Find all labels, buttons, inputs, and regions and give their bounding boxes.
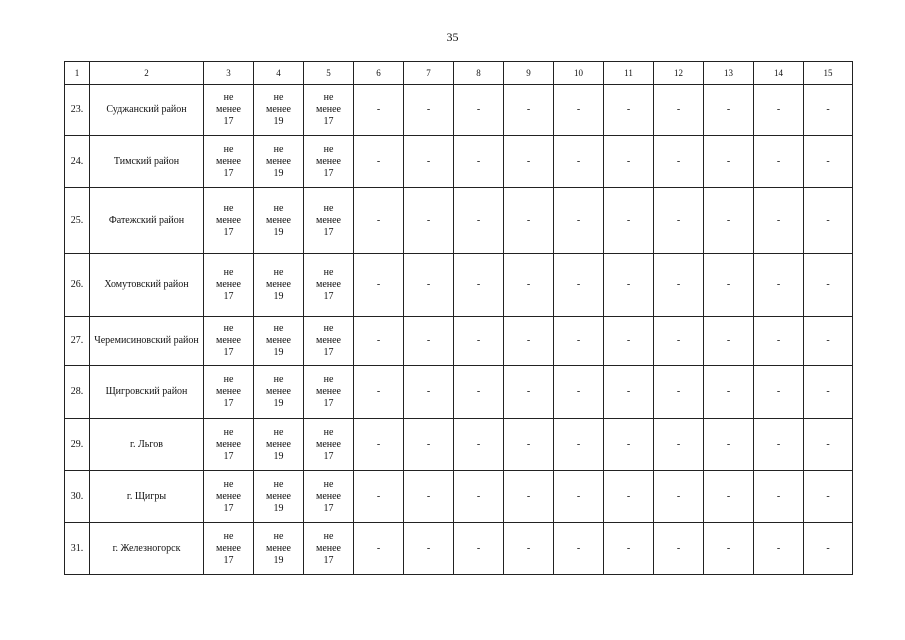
table-row bbox=[65, 317, 853, 366]
requirement-line: не bbox=[323, 202, 334, 214]
requirement-line: не bbox=[223, 92, 234, 103]
column-header: 13 bbox=[704, 62, 754, 85]
requirement-line: не bbox=[323, 426, 334, 438]
empty-value-cell: - bbox=[654, 317, 704, 366]
requirement-line: менее bbox=[266, 386, 291, 397]
row-number: 30. bbox=[65, 471, 90, 523]
empty-value-cell: - bbox=[604, 188, 654, 254]
empty-value-cell: - bbox=[804, 366, 853, 419]
empty-value-cell: - bbox=[654, 254, 704, 317]
requirement-line: менее bbox=[266, 104, 291, 115]
column-header: 5 bbox=[304, 62, 354, 85]
empty-value-cell: - bbox=[704, 85, 754, 136]
requirement-line: не bbox=[273, 478, 284, 490]
row-number: 28. bbox=[65, 366, 90, 419]
empty-value-cell: - bbox=[654, 523, 704, 575]
district-name: Фатежский район bbox=[90, 188, 204, 254]
district-name: Суджанский район bbox=[90, 85, 204, 136]
empty-value-cell: - bbox=[654, 85, 704, 136]
column-header: 15 bbox=[804, 62, 853, 85]
requirement-line: менее bbox=[266, 214, 291, 226]
empty-value-cell: - bbox=[354, 471, 404, 523]
requirement-cell bbox=[304, 188, 354, 254]
empty-value-cell: - bbox=[504, 136, 554, 188]
district-name: г. Льгов bbox=[90, 419, 204, 471]
requirement-cell bbox=[254, 136, 304, 188]
table-row bbox=[65, 136, 853, 188]
requirement-line: не bbox=[323, 92, 334, 103]
empty-value-cell: - bbox=[704, 317, 754, 366]
empty-value-cell: - bbox=[604, 366, 654, 419]
empty-value-cell: - bbox=[404, 317, 454, 366]
data-table bbox=[64, 61, 853, 575]
requirement-line: не bbox=[323, 478, 334, 490]
requirement-line: не bbox=[273, 202, 284, 214]
requirement-line: 19 bbox=[273, 167, 284, 179]
empty-value-cell: - bbox=[554, 471, 604, 523]
requirement-cell bbox=[304, 366, 354, 419]
requirement-line: менее bbox=[316, 490, 341, 502]
requirement-line: не bbox=[273, 143, 284, 155]
empty-value-cell: - bbox=[404, 471, 454, 523]
row-number: 29. bbox=[65, 419, 90, 471]
empty-value-cell: - bbox=[604, 523, 654, 575]
requirement-line: 17 bbox=[323, 347, 334, 358]
requirement-line: 17 bbox=[223, 502, 234, 514]
empty-value-cell: - bbox=[454, 254, 504, 317]
row-number: 26. bbox=[65, 254, 90, 317]
requirement-line: 17 bbox=[323, 291, 334, 302]
requirement-line: менее bbox=[316, 104, 341, 115]
empty-value-cell: - bbox=[704, 471, 754, 523]
requirement-line: менее bbox=[266, 279, 291, 290]
district-name: г. Железногорск bbox=[90, 523, 204, 575]
empty-value-cell: - bbox=[404, 254, 454, 317]
empty-value-cell: - bbox=[754, 317, 804, 366]
requirement-line: менее bbox=[216, 438, 241, 450]
table-row bbox=[65, 188, 853, 254]
empty-value-cell: - bbox=[404, 366, 454, 419]
requirement-cell bbox=[254, 523, 304, 575]
requirement-line: 17 bbox=[223, 398, 234, 409]
empty-value-cell: - bbox=[354, 85, 404, 136]
empty-value-cell: - bbox=[504, 419, 554, 471]
empty-value-cell: - bbox=[704, 419, 754, 471]
empty-value-cell: - bbox=[354, 136, 404, 188]
empty-value-cell: - bbox=[404, 85, 454, 136]
requirement-cell bbox=[204, 85, 254, 136]
requirement-line: 19 bbox=[273, 291, 284, 302]
requirement-line: не bbox=[223, 374, 234, 385]
requirement-line: не bbox=[223, 143, 234, 155]
empty-value-cell: - bbox=[454, 471, 504, 523]
requirement-line: менее bbox=[216, 542, 241, 554]
requirement-line: не bbox=[223, 267, 234, 278]
column-header: 9 bbox=[504, 62, 554, 85]
row-number: 31. bbox=[65, 523, 90, 575]
requirement-line: 17 bbox=[323, 226, 334, 238]
requirement-cell bbox=[204, 471, 254, 523]
requirement-line: 17 bbox=[323, 116, 334, 127]
requirement-line: менее bbox=[266, 335, 291, 346]
requirement-line: 17 bbox=[323, 502, 334, 514]
row-number: 24. bbox=[65, 136, 90, 188]
requirement-line: менее bbox=[216, 335, 241, 346]
table-row bbox=[65, 366, 853, 419]
requirement-line: 19 bbox=[273, 347, 284, 358]
empty-value-cell: - bbox=[754, 188, 804, 254]
district-name: Черемисиновский район bbox=[90, 317, 204, 366]
empty-value-cell: - bbox=[554, 523, 604, 575]
requirement-line: менее bbox=[216, 490, 241, 502]
empty-value-cell: - bbox=[754, 136, 804, 188]
requirement-cell bbox=[204, 419, 254, 471]
row-number: 27. bbox=[65, 317, 90, 366]
empty-value-cell: - bbox=[454, 317, 504, 366]
empty-value-cell: - bbox=[404, 419, 454, 471]
requirement-cell bbox=[204, 188, 254, 254]
row-number: 23. bbox=[65, 85, 90, 136]
requirement-line: 17 bbox=[323, 398, 334, 409]
district-name: Хомутовский район bbox=[90, 254, 204, 317]
empty-value-cell: - bbox=[554, 254, 604, 317]
empty-value-cell: - bbox=[754, 366, 804, 419]
requirement-line: менее bbox=[316, 542, 341, 554]
requirement-line: менее bbox=[266, 155, 291, 167]
empty-value-cell: - bbox=[704, 523, 754, 575]
district-name: Тимский район bbox=[90, 136, 204, 188]
requirement-line: менее bbox=[316, 279, 341, 290]
empty-value-cell: - bbox=[754, 471, 804, 523]
empty-value-cell: - bbox=[404, 188, 454, 254]
requirement-line: 17 bbox=[223, 291, 234, 302]
requirement-line: не bbox=[323, 530, 334, 542]
empty-value-cell: - bbox=[504, 366, 554, 419]
requirement-line: 17 bbox=[223, 226, 234, 238]
table-row bbox=[65, 254, 853, 317]
column-header: 1 bbox=[65, 62, 90, 85]
column-header: 11 bbox=[604, 62, 654, 85]
district-name: Щигровский район bbox=[90, 366, 204, 419]
requirement-cell bbox=[304, 85, 354, 136]
empty-value-cell: - bbox=[604, 419, 654, 471]
requirement-line: менее bbox=[266, 542, 291, 554]
empty-value-cell: - bbox=[454, 188, 504, 254]
empty-value-cell: - bbox=[604, 471, 654, 523]
empty-value-cell: - bbox=[354, 254, 404, 317]
empty-value-cell: - bbox=[804, 188, 853, 254]
column-header: 2 bbox=[90, 62, 204, 85]
requirement-line: не bbox=[323, 267, 334, 278]
column-header: 14 bbox=[754, 62, 804, 85]
requirement-line: не bbox=[273, 374, 284, 385]
table-row bbox=[65, 85, 853, 136]
empty-value-cell: - bbox=[554, 366, 604, 419]
empty-value-cell: - bbox=[504, 188, 554, 254]
requirement-line: не bbox=[223, 202, 234, 214]
requirement-cell bbox=[254, 188, 304, 254]
column-header: 6 bbox=[354, 62, 404, 85]
requirement-line: 17 bbox=[223, 167, 234, 179]
requirement-line: менее bbox=[316, 335, 341, 346]
empty-value-cell: - bbox=[404, 136, 454, 188]
empty-value-cell: - bbox=[754, 523, 804, 575]
empty-value-cell: - bbox=[704, 136, 754, 188]
empty-value-cell: - bbox=[504, 85, 554, 136]
requirement-cell bbox=[254, 254, 304, 317]
empty-value-cell: - bbox=[804, 85, 853, 136]
empty-value-cell: - bbox=[804, 317, 853, 366]
empty-value-cell: - bbox=[554, 188, 604, 254]
requirement-line: 19 bbox=[273, 398, 284, 409]
requirement-line: 19 bbox=[273, 450, 284, 462]
requirement-cell bbox=[304, 136, 354, 188]
requirement-line: 17 bbox=[223, 554, 234, 566]
requirement-line: менее bbox=[316, 386, 341, 397]
requirement-line: менее bbox=[316, 438, 341, 450]
requirement-line: менее bbox=[316, 214, 341, 226]
empty-value-cell: - bbox=[704, 188, 754, 254]
empty-value-cell: - bbox=[604, 317, 654, 366]
empty-value-cell: - bbox=[504, 523, 554, 575]
empty-value-cell: - bbox=[604, 85, 654, 136]
empty-value-cell: - bbox=[754, 419, 804, 471]
requirement-cell bbox=[304, 523, 354, 575]
requirement-cell bbox=[204, 136, 254, 188]
column-header: 3 bbox=[204, 62, 254, 85]
requirement-line: 17 bbox=[223, 450, 234, 462]
requirement-line: не bbox=[323, 143, 334, 155]
requirement-line: не bbox=[273, 530, 284, 542]
empty-value-cell: - bbox=[454, 523, 504, 575]
requirement-line: менее bbox=[216, 386, 241, 397]
empty-value-cell: - bbox=[504, 471, 554, 523]
requirement-line: не bbox=[273, 92, 284, 103]
requirement-line: 19 bbox=[273, 116, 284, 127]
requirement-cell bbox=[304, 317, 354, 366]
requirement-line: не bbox=[273, 323, 284, 334]
empty-value-cell: - bbox=[454, 136, 504, 188]
empty-value-cell: - bbox=[454, 85, 504, 136]
requirement-line: менее bbox=[216, 155, 241, 167]
empty-value-cell: - bbox=[354, 419, 404, 471]
requirement-line: 17 bbox=[323, 450, 334, 462]
empty-value-cell: - bbox=[804, 419, 853, 471]
requirement-cell bbox=[204, 523, 254, 575]
column-header: 12 bbox=[654, 62, 704, 85]
table-row bbox=[65, 471, 853, 523]
empty-value-cell: - bbox=[554, 136, 604, 188]
requirement-line: не bbox=[223, 478, 234, 490]
requirement-cell bbox=[204, 317, 254, 366]
requirement-line: не bbox=[323, 323, 334, 334]
requirement-line: 17 bbox=[323, 167, 334, 179]
requirement-line: менее bbox=[216, 279, 241, 290]
empty-value-cell: - bbox=[654, 188, 704, 254]
requirement-line: менее bbox=[216, 104, 241, 115]
empty-value-cell: - bbox=[604, 136, 654, 188]
row-number: 25. bbox=[65, 188, 90, 254]
requirement-cell bbox=[304, 471, 354, 523]
empty-value-cell: - bbox=[654, 419, 704, 471]
requirement-line: менее bbox=[316, 155, 341, 167]
empty-value-cell: - bbox=[354, 523, 404, 575]
empty-value-cell: - bbox=[804, 471, 853, 523]
requirement-line: не bbox=[273, 267, 284, 278]
column-header: 7 bbox=[404, 62, 454, 85]
empty-value-cell: - bbox=[704, 254, 754, 317]
requirement-cell bbox=[254, 419, 304, 471]
empty-value-cell: - bbox=[804, 254, 853, 317]
requirement-line: 19 bbox=[273, 226, 284, 238]
empty-value-cell: - bbox=[554, 317, 604, 366]
requirement-cell bbox=[254, 471, 304, 523]
empty-value-cell: - bbox=[554, 419, 604, 471]
empty-value-cell: - bbox=[354, 317, 404, 366]
column-header: 4 bbox=[254, 62, 304, 85]
requirement-cell bbox=[254, 317, 304, 366]
requirement-line: 17 bbox=[223, 347, 234, 358]
empty-value-cell: - bbox=[404, 523, 454, 575]
district-name: г. Щигры bbox=[90, 471, 204, 523]
page-number: 35 bbox=[446, 30, 459, 44]
empty-value-cell: - bbox=[754, 254, 804, 317]
empty-value-cell: - bbox=[604, 254, 654, 317]
requirement-line: менее bbox=[216, 214, 241, 226]
requirement-cell bbox=[204, 254, 254, 317]
empty-value-cell: - bbox=[504, 254, 554, 317]
requirement-line: не bbox=[223, 426, 234, 438]
empty-value-cell: - bbox=[504, 317, 554, 366]
empty-value-cell: - bbox=[554, 85, 604, 136]
empty-value-cell: - bbox=[354, 188, 404, 254]
requirement-line: 17 bbox=[323, 554, 334, 566]
empty-value-cell: - bbox=[354, 366, 404, 419]
column-header: 8 bbox=[454, 62, 504, 85]
requirement-line: 17 bbox=[223, 116, 234, 127]
requirement-line: менее bbox=[266, 490, 291, 502]
empty-value-cell: - bbox=[654, 366, 704, 419]
empty-value-cell: - bbox=[654, 136, 704, 188]
requirement-cell bbox=[304, 254, 354, 317]
requirement-line: 19 bbox=[273, 554, 284, 566]
table-row bbox=[65, 523, 853, 575]
empty-value-cell: - bbox=[804, 523, 853, 575]
empty-value-cell: - bbox=[754, 85, 804, 136]
table-row bbox=[65, 419, 853, 471]
empty-value-cell: - bbox=[454, 419, 504, 471]
header-row bbox=[65, 62, 853, 85]
requirement-cell bbox=[254, 366, 304, 419]
requirement-cell bbox=[204, 366, 254, 419]
empty-value-cell: - bbox=[454, 366, 504, 419]
column-header: 10 bbox=[554, 62, 604, 85]
requirement-line: не bbox=[273, 426, 284, 438]
empty-value-cell: - bbox=[704, 366, 754, 419]
requirement-line: 19 bbox=[273, 502, 284, 514]
requirement-line: менее bbox=[266, 438, 291, 450]
empty-value-cell: - bbox=[654, 471, 704, 523]
requirement-line: не bbox=[223, 323, 234, 334]
requirement-line: не bbox=[323, 374, 334, 385]
requirement-cell bbox=[254, 85, 304, 136]
requirement-line: не bbox=[223, 530, 234, 542]
empty-value-cell: - bbox=[804, 136, 853, 188]
requirement-cell bbox=[304, 419, 354, 471]
